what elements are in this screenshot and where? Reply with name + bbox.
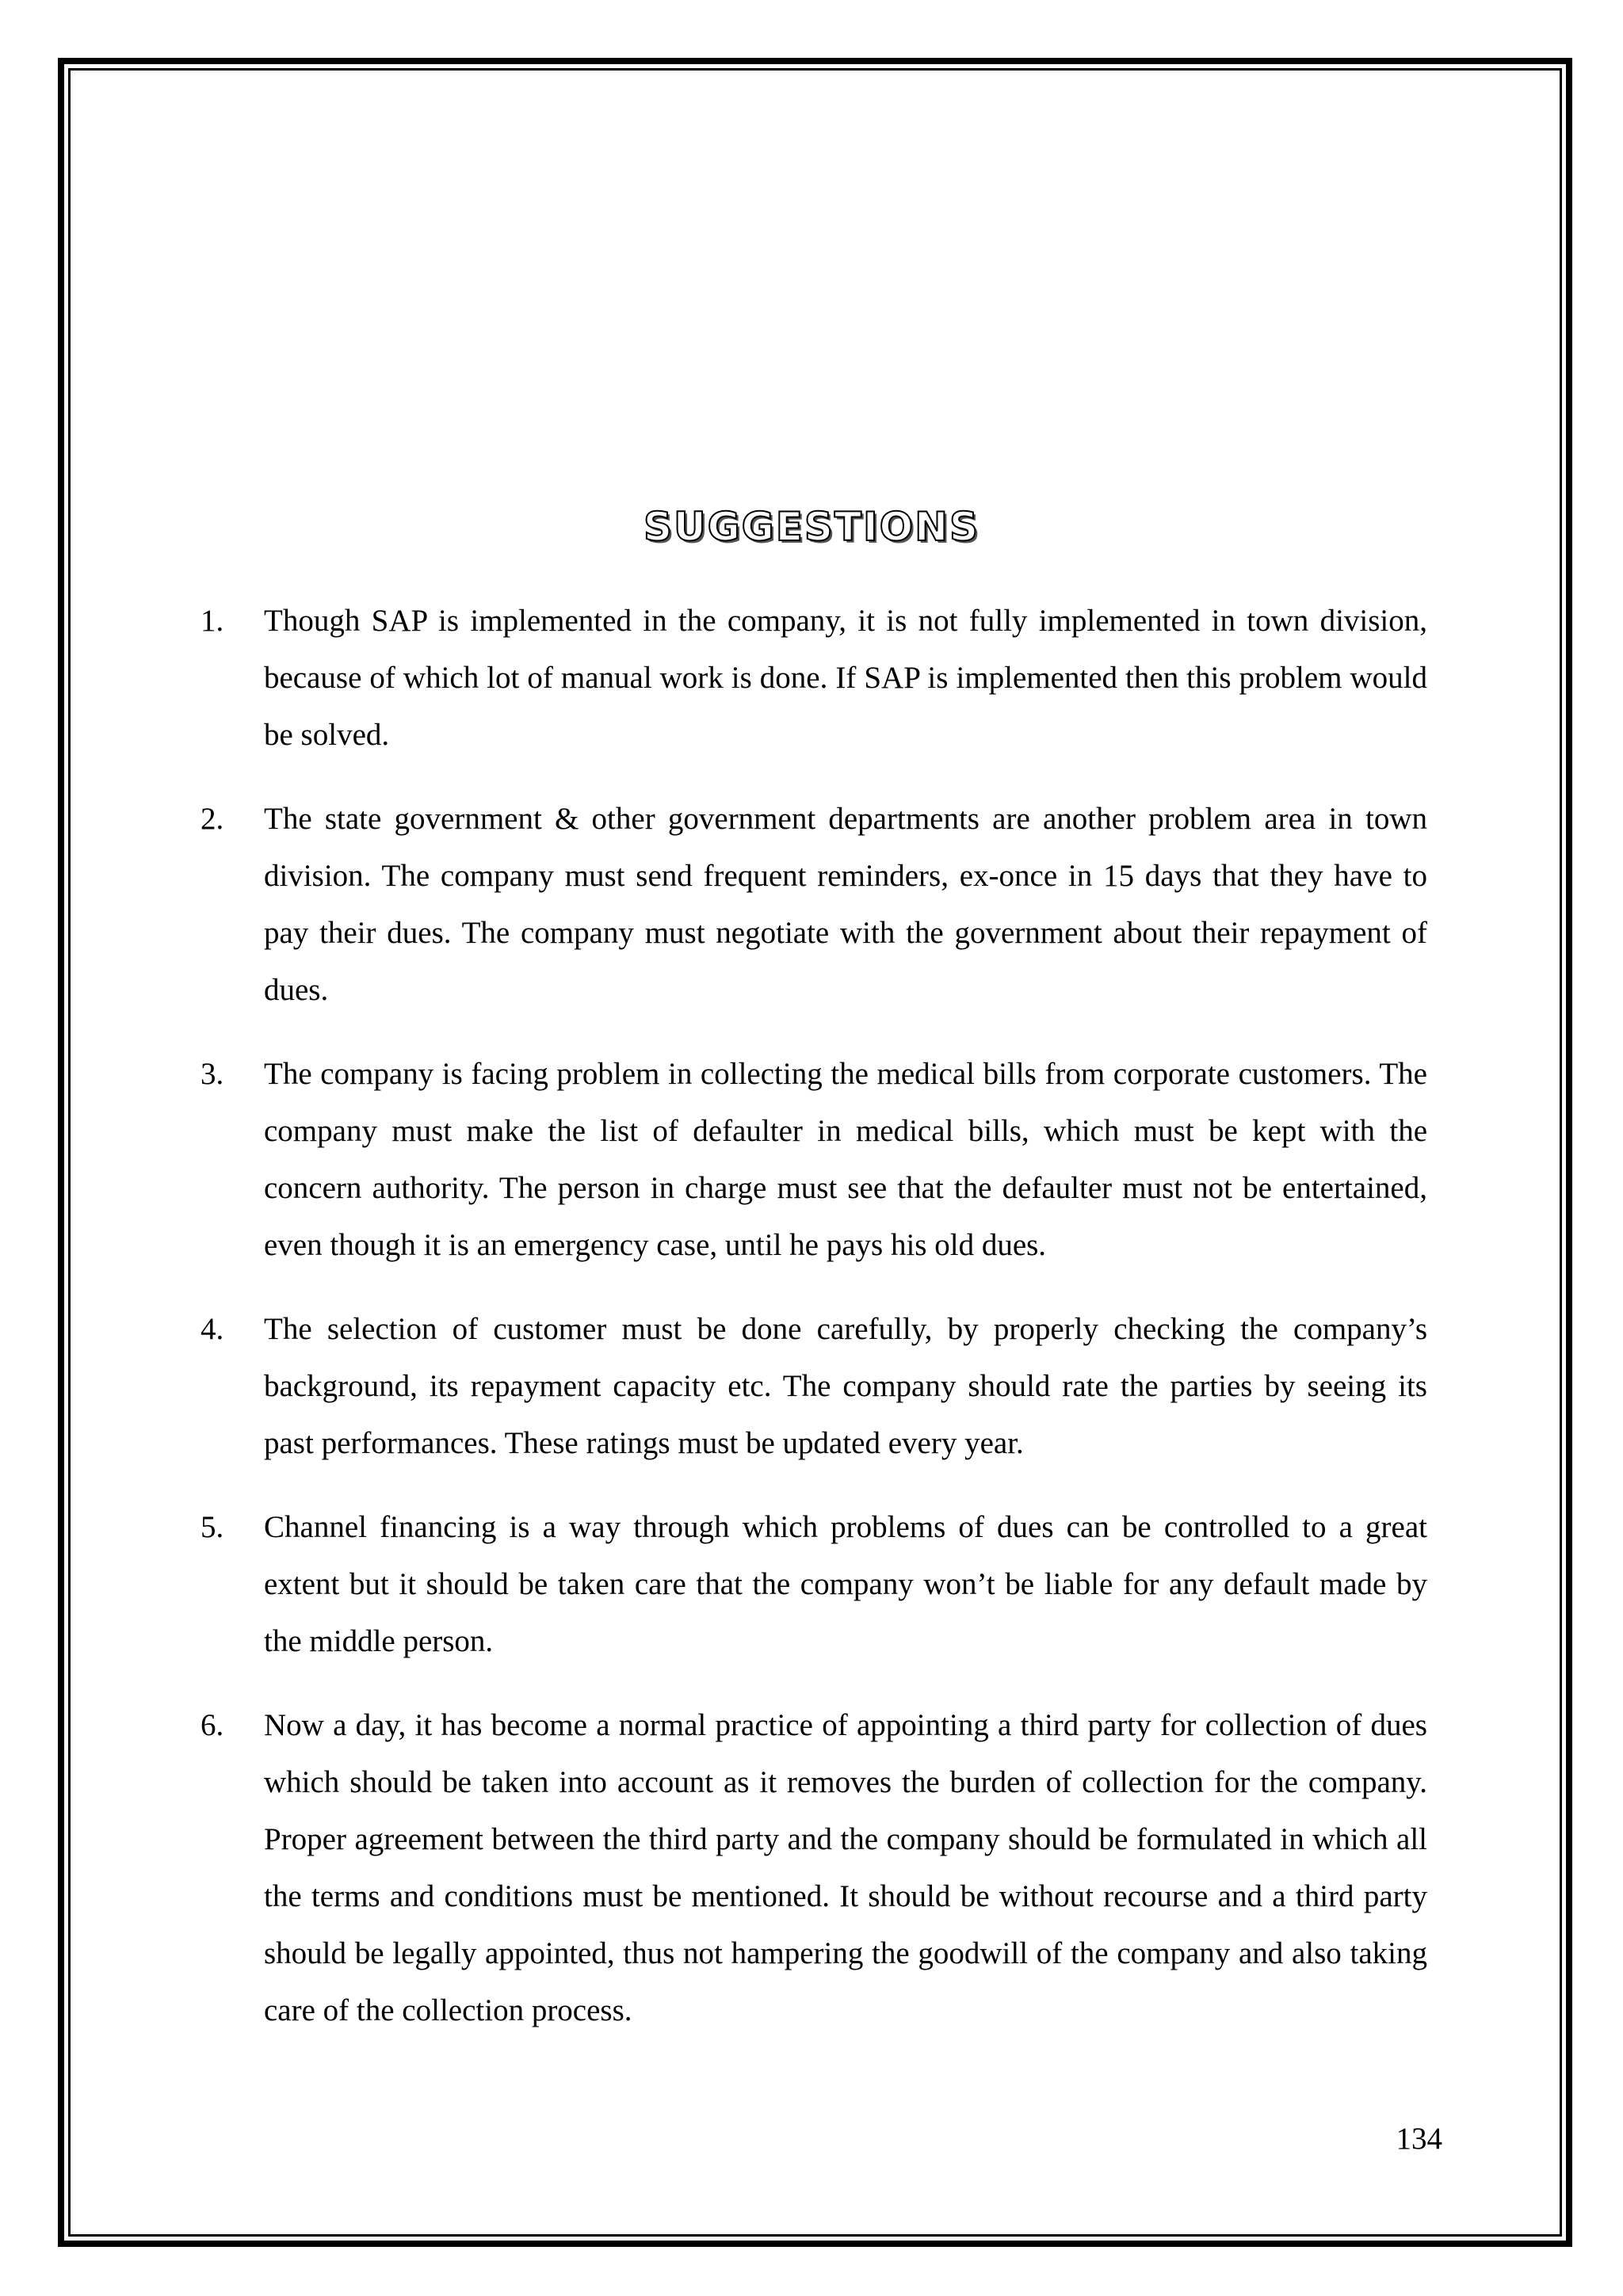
item-text: Now a day, it has become a normal practice of appointing a third party for collection of dues which should be taken into account as it removes the burden of collection for the company. Proper agreement between the third party and the company should be formulated in which all the terms and conditions must be mentioned. It should be without recourse and a third party should be legally appointed, thus not hampering the goodwill of the company and also taking care of the collection process. — [264, 1708, 1427, 2027]
item-text: Channel financing is a way through which problems of dues can be controlled to a great extent but it should be taken care that the company won’t be liable for any default made by the middle person. — [264, 1510, 1427, 1658]
item-number: 3. — [200, 1057, 224, 1091]
item-text: Though SAP is implemented in the company, it is not fully implemented in town division, because of which lot of manual work is done. If SAP is implemented then this problem would be solved. — [264, 604, 1427, 752]
list-item — [200, 1301, 1427, 1472]
item-number: 2. — [200, 802, 224, 836]
item-number: 6. — [200, 1708, 224, 1742]
list-item — [200, 1697, 1427, 2039]
list-item — [200, 1046, 1427, 1274]
item-text: The company is facing problem in collecting the medical bills from corporate customers. The company must make the list of defaulter in medical bills, which must be kept with the concern authority. The person in charge must see that the defaulter must not be entertained, even though it is an emergency case, until he pays his old dues. — [264, 1057, 1427, 1262]
item-number: 4. — [200, 1312, 224, 1346]
list-item — [200, 1499, 1427, 1670]
item-number: 5. — [200, 1510, 224, 1544]
item-number: 1. — [200, 604, 224, 638]
suggestions-list — [200, 593, 1427, 2066]
page-number: 134 — [1396, 2122, 1442, 2156]
page-title: SUGGESTIONS — [643, 504, 980, 550]
item-text: The state government & other government departments are another problem area in town division. The company must send frequent reminders, ex-once in 15 days that they have to pay their dues. The company must negotiate with the government about their repayment of dues. — [264, 802, 1427, 1007]
list-item — [200, 593, 1427, 764]
list-item — [200, 791, 1427, 1019]
item-text: The selection of customer must be done carefully, by properly checking the company’s background, its repayment capacity etc. The company should rate the parties by seeing its past performances. These ratings must be updated every year. — [264, 1312, 1427, 1460]
